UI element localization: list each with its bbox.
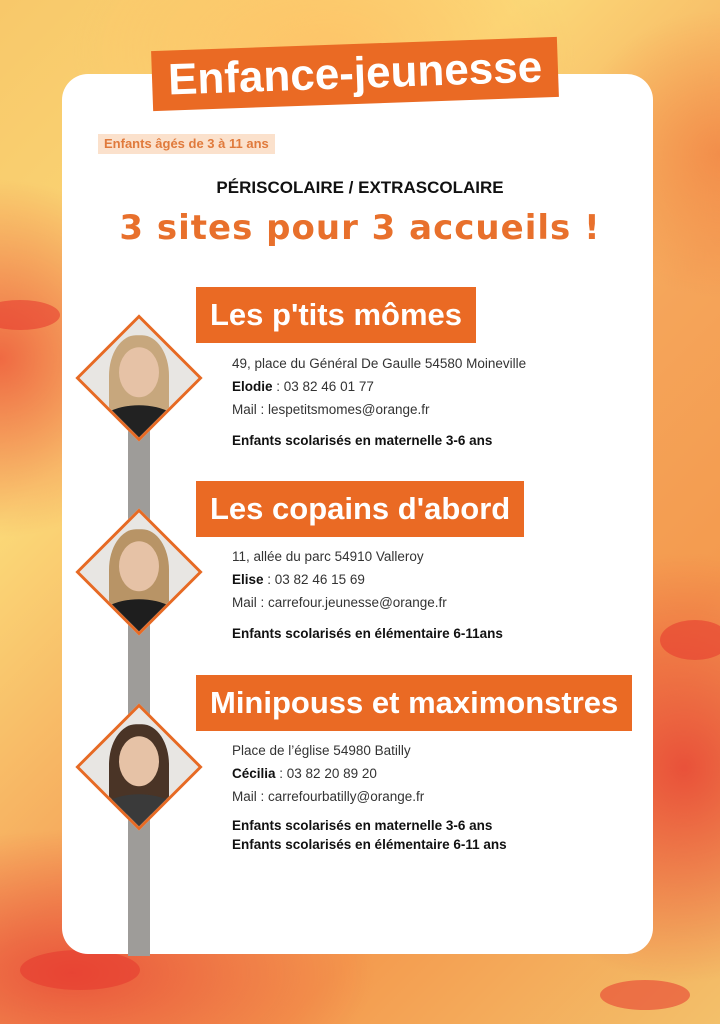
site-1-address: 49, place du Général De Gaulle 54580 Moineville (232, 356, 527, 371)
headline: 3 sites pour 3 accueils ! (119, 208, 601, 248)
site-3-info (232, 739, 507, 854)
site-1-title: Les p'tits mômes (196, 287, 476, 343)
subtitle: PÉRISCOLAIRE / EXTRASCOLAIRE (216, 178, 504, 197)
site-3-address: Place de l’église 54980 Batilly (232, 743, 411, 758)
site-3-mail: Mail : carrefourbatilly@orange.fr (232, 789, 425, 804)
site-2-contact-name: Elise (232, 572, 264, 587)
timeline-bar (128, 380, 150, 956)
site-2-mail: Mail : carrefour.jeunesse@orange.fr (232, 595, 447, 610)
age-tag: Enfants âgés de 3 à 11 ans (98, 134, 275, 154)
site-1-mail: Mail : lespetitsmomes@orange.fr (232, 402, 430, 417)
site-1-contact-name: Elodie (232, 379, 273, 394)
site-2-info (232, 545, 503, 645)
site-1-ages: Enfants scolarisés en maternelle 3-6 ans (232, 433, 493, 448)
site-3-phone: : 03 82 20 89 20 (275, 766, 377, 781)
site-3-contact-name: Cécilia (232, 766, 276, 781)
site-2-title: Les copains d'abord (196, 481, 524, 537)
site-3-ages-2: Enfants scolarisés en élémentaire 6-11 ans (232, 837, 507, 852)
site-1-info (232, 352, 526, 452)
site-2-ages: Enfants scolarisés en élémentaire 6-11ans (232, 626, 503, 641)
site-1-phone: : 03 82 46 01 77 (272, 379, 374, 394)
site-3-title: Minipouss et maximonstres (196, 675, 632, 731)
site-2-phone: : 03 82 46 15 69 (263, 572, 365, 587)
page-title: Enfance-jeunesse (151, 37, 559, 111)
site-3-ages-1: Enfants scolarisés en maternelle 3-6 ans (232, 818, 493, 833)
site-2-address: 11, allée du parc 54910 Valleroy (232, 549, 424, 564)
